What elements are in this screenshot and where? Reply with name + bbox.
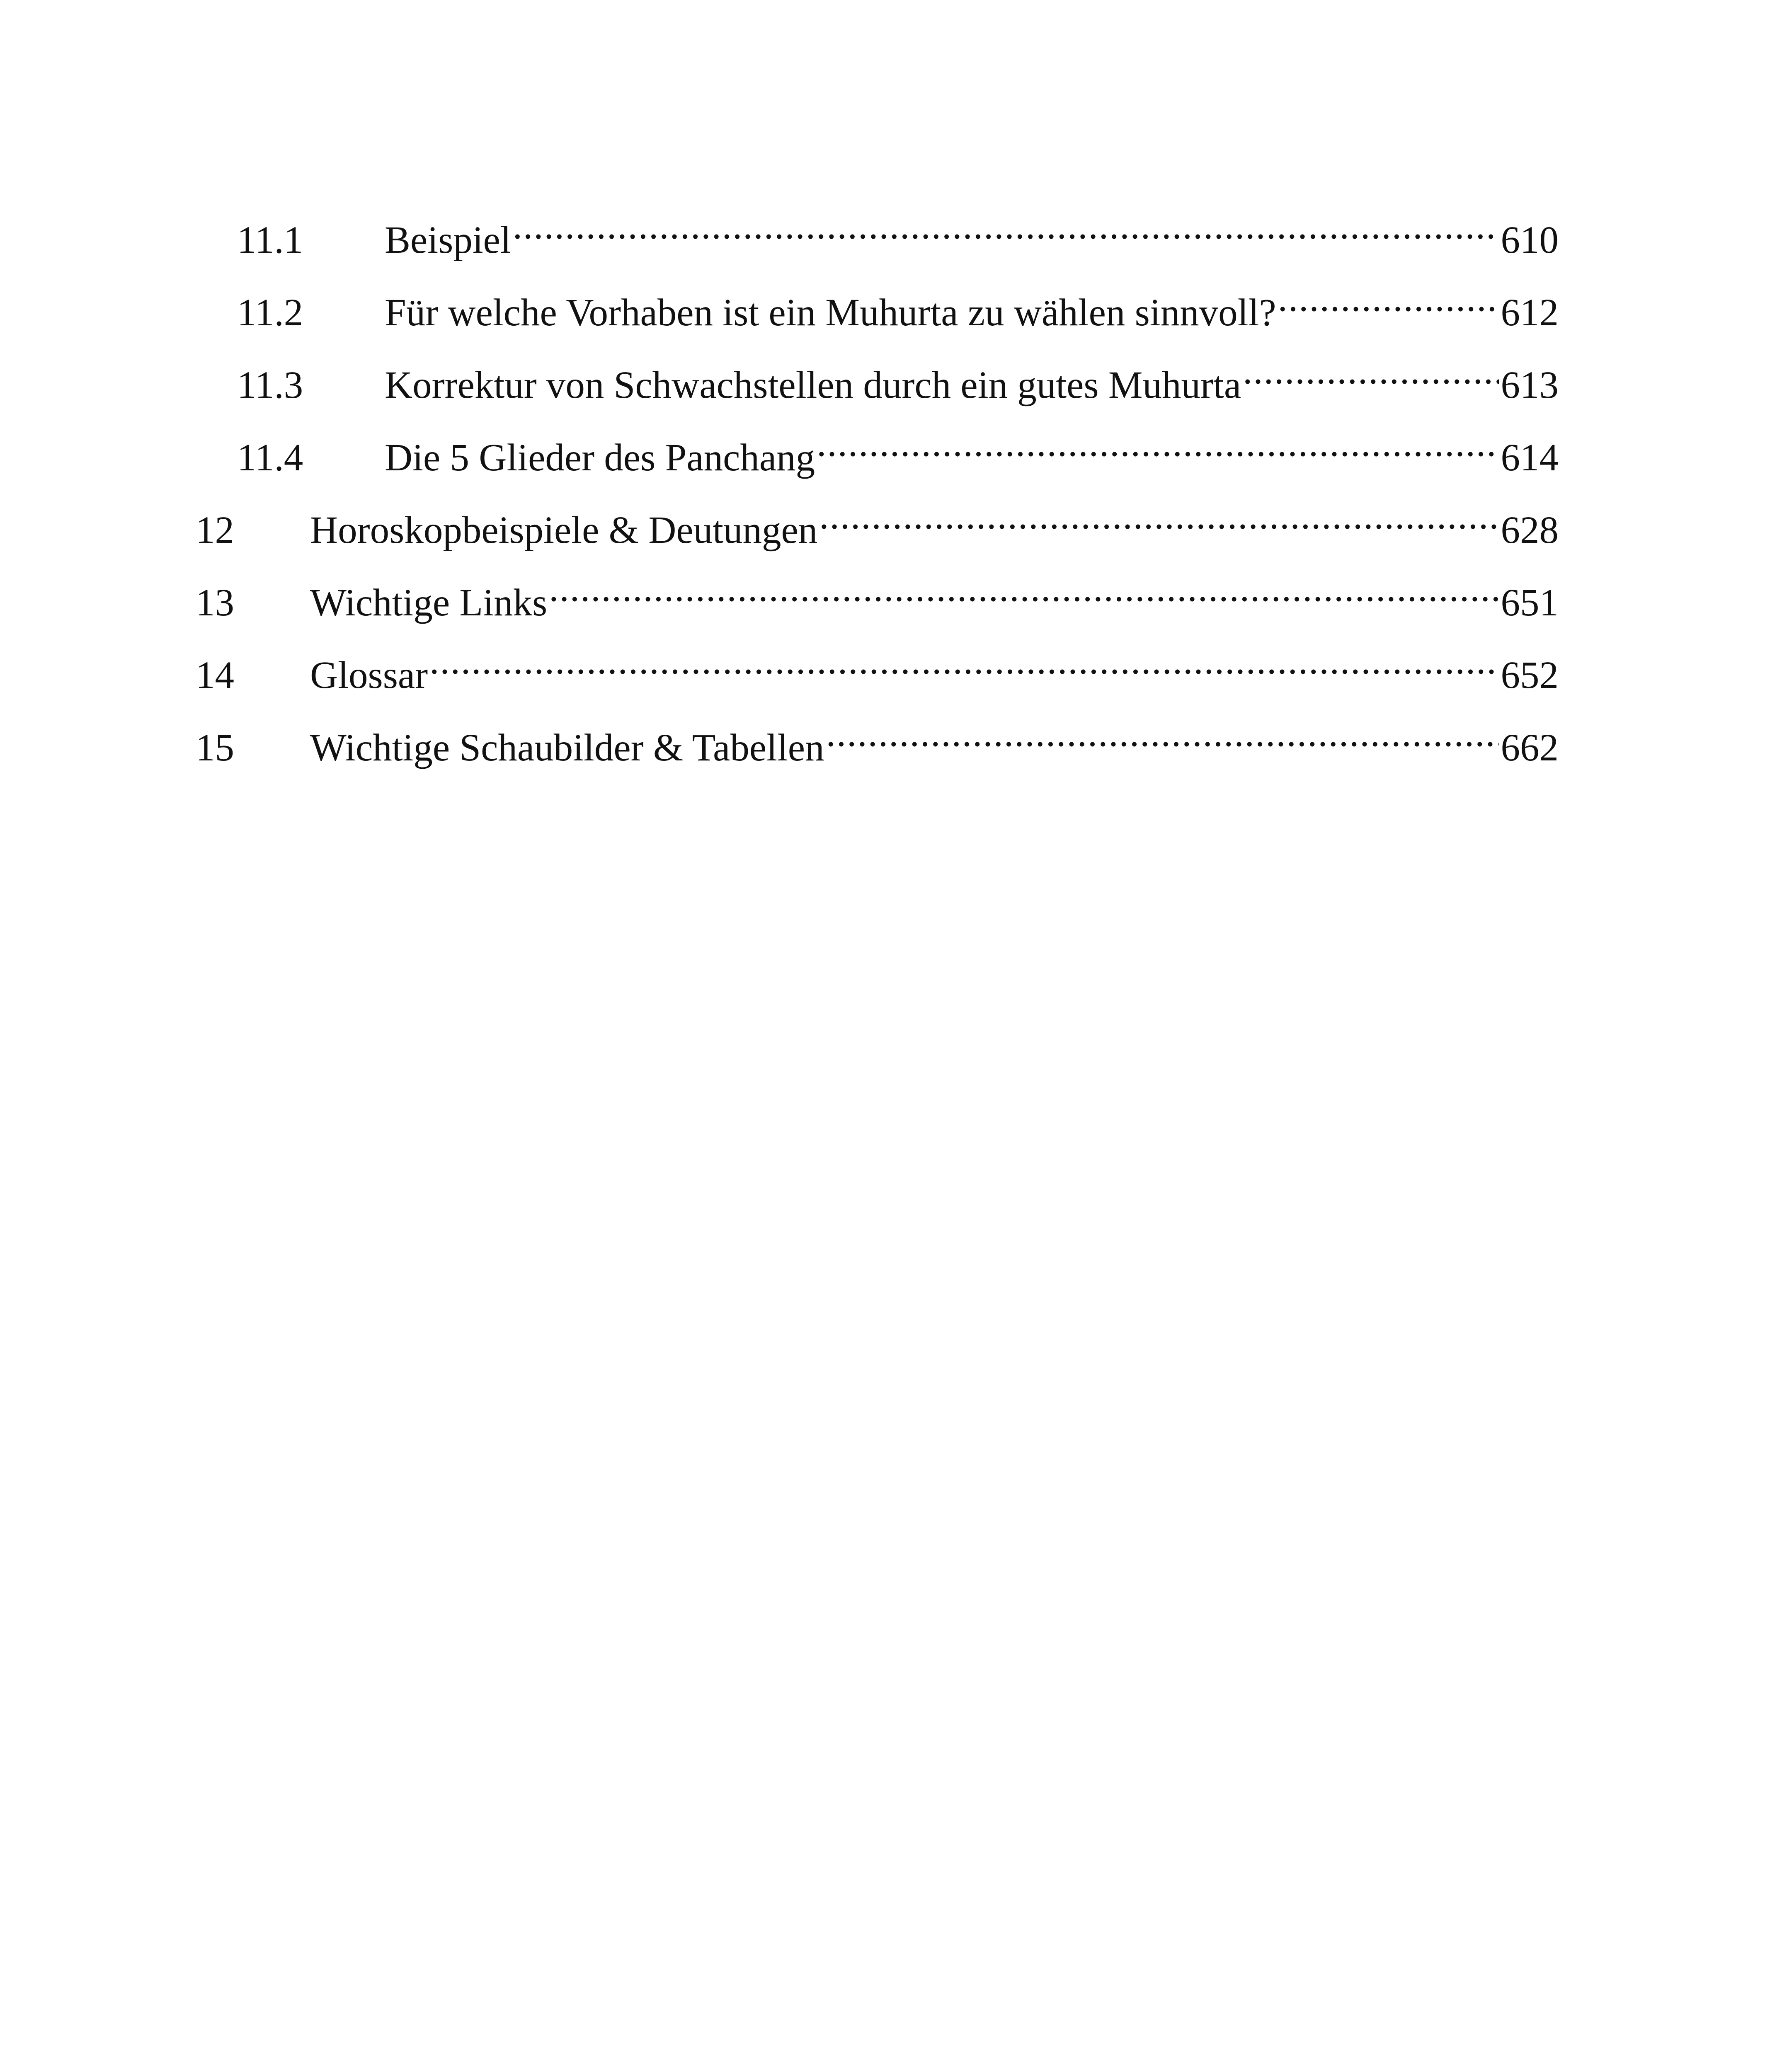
toc-entry-title: Horoskopbeispiele & Deutungen <box>310 509 818 552</box>
toc-dot-leader <box>817 416 1499 470</box>
toc-entry-11-1[interactable] <box>237 199 1559 261</box>
toc-entry-number: 11.3 <box>237 364 303 407</box>
toc-entry-14[interactable] <box>196 634 1559 697</box>
toc-entry-number: 13 <box>196 581 234 624</box>
toc-entry-12[interactable] <box>196 489 1559 552</box>
toc-dot-leader <box>513 199 1499 253</box>
toc-entry-number: 11.4 <box>237 436 303 479</box>
toc-entry-title: Wichtige Schaubilder & Tabellen <box>310 726 824 769</box>
toc-dot-leader <box>1278 271 1499 325</box>
toc-entry-number: 11.2 <box>237 291 303 334</box>
toc-entry-page: 651 <box>1501 581 1559 624</box>
toc-entry-13[interactable] <box>196 562 1559 624</box>
toc-entry-page: 614 <box>1501 436 1559 479</box>
toc-dot-leader <box>549 562 1499 615</box>
toc-dot-leader <box>819 489 1499 543</box>
toc-entry-number: 11.1 <box>237 219 303 261</box>
toc-entry-number: 15 <box>196 726 234 769</box>
toc-entry-title: Glossar <box>310 654 428 697</box>
toc-dot-leader <box>826 707 1499 760</box>
toc-entry-title: Die 5 Glieder des Panchang <box>385 436 815 479</box>
toc-entry-page: 613 <box>1501 364 1559 407</box>
toc-entry-title: Wichtige Links <box>310 581 548 624</box>
toc-entry-page: 610 <box>1501 219 1559 261</box>
toc-entry-15[interactable] <box>196 707 1559 769</box>
toc-entry-page: 652 <box>1501 654 1559 697</box>
table-of-contents <box>0 0 1765 829</box>
toc-entry-page: 662 <box>1501 726 1559 769</box>
toc-entry-title: Korrektur von Schwachstellen durch ein gutes Muhurta <box>385 364 1241 407</box>
toc-entry-number: 14 <box>196 654 234 697</box>
toc-dot-leader <box>1243 344 1499 398</box>
toc-entry-11-4[interactable] <box>237 416 1559 479</box>
toc-entry-number: 12 <box>196 509 234 552</box>
toc-entry-title: Beispiel <box>385 219 511 261</box>
toc-entry-title: Für welche Vorhaben ist ein Muhurta zu wählen sinnvoll? <box>385 291 1276 334</box>
toc-entry-page: 628 <box>1501 509 1559 552</box>
toc-dot-leader <box>429 634 1499 688</box>
toc-entry-11-3[interactable] <box>237 344 1559 407</box>
toc-entry-11-2[interactable] <box>237 271 1559 334</box>
toc-entry-page: 612 <box>1501 291 1559 334</box>
